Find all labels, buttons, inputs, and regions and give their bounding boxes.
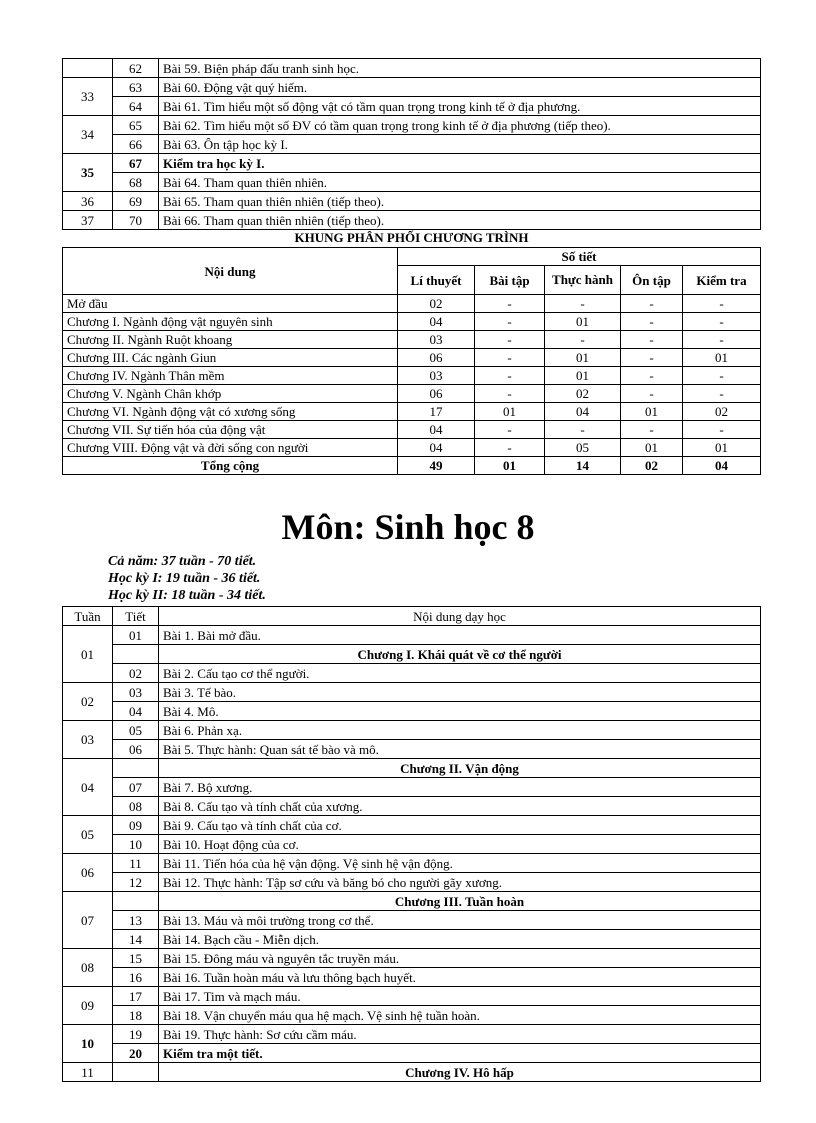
term2-summary: Học kỳ II: 18 tuần - 34 tiết. <box>108 588 266 603</box>
column-header: Ôn tập <box>621 266 683 295</box>
content-cell: Bài 1. Bài mở đầu. <box>159 626 761 645</box>
content-cell: Bài 8. Cấu tạo và tính chất của xương. <box>159 797 761 816</box>
content-cell: Bài 59. Biện pháp đấu tranh sinh học. <box>159 59 761 78</box>
frame-table <box>62 247 761 475</box>
table-row <box>63 664 761 683</box>
content-cell: Bài 60. Động vật quý hiếm. <box>159 78 761 97</box>
week-cell: 05 <box>63 816 113 854</box>
table-row <box>63 1025 761 1044</box>
total-value: 02 <box>621 457 683 475</box>
period-cell: 07 <box>113 778 159 797</box>
chapter-row <box>63 1063 761 1082</box>
chapter-heading: Chương II. Vận động <box>159 759 761 778</box>
frame-row-value: - <box>621 349 683 367</box>
content-cell: Bài 18. Vận chuyển máu qua hệ mạch. Vệ sinh hệ tuần hoàn. <box>159 1006 761 1025</box>
period-cell: 06 <box>113 740 159 759</box>
content-cell: Bài 15. Đông máu và nguyên tắc truyền máu. <box>159 949 761 968</box>
period-cell: 69 <box>113 192 159 211</box>
frame-row-value: - <box>621 331 683 349</box>
period-cell: 70 <box>113 211 159 230</box>
frame-row-name: Chương VII. Sự tiến hóa của động vật <box>63 421 398 439</box>
frame-row-value: - <box>683 295 761 313</box>
table-row <box>63 97 761 116</box>
period-cell: 01 <box>113 626 159 645</box>
total-value: 04 <box>683 457 761 475</box>
table-row <box>63 626 761 645</box>
content-cell: Bài 13. Máu và môi trường trong cơ thể. <box>159 911 761 930</box>
frame-title: KHUNG PHÂN PHỐI CHƯƠNG TRÌNH <box>294 230 529 245</box>
frame-row-value: 02 <box>683 403 761 421</box>
content-cell: Bài 61. Tìm hiểu một số động vật có tầm quan trọng trong kinh tế ở địa phương. <box>159 97 761 116</box>
period-cell <box>113 645 159 664</box>
frame-row-value: - <box>545 331 621 349</box>
chapter-heading: Chương I. Khái quát về cơ thể người <box>159 645 761 664</box>
column-header: Kiểm tra <box>683 266 761 295</box>
frame-row-value: 01 <box>545 313 621 331</box>
content-cell: Bài 10. Hoạt động của cơ. <box>159 835 761 854</box>
frame-row-name: Chương III. Các ngành Giun <box>63 349 398 367</box>
frame-row-name: Chương IV. Ngành Thân mềm <box>63 367 398 385</box>
period-cell: 16 <box>113 968 159 987</box>
content-cell: Bài 3. Tế bào. <box>159 683 761 702</box>
table-row <box>63 116 761 135</box>
period-cell: 11 <box>113 854 159 873</box>
frame-row-value: 06 <box>398 385 475 403</box>
frame-row-name: Mở đầu <box>63 295 398 313</box>
frame-row-value: - <box>683 385 761 403</box>
frame-row <box>63 421 761 439</box>
content-cell: Bài 62. Tìm hiểu một số ĐV có tầm quan trọng trong kinh tế ở địa phương (tiếp theo). <box>159 116 761 135</box>
table-row <box>63 911 761 930</box>
period-cell: 15 <box>113 949 159 968</box>
content-cell: Kiểm tra học kỳ I. <box>159 154 761 173</box>
table-row <box>63 854 761 873</box>
frame-row-value: 02 <box>545 385 621 403</box>
week-cell: 06 <box>63 854 113 892</box>
week-cell: 02 <box>63 683 113 721</box>
subject-title: Môn: Sinh học 8 <box>281 507 535 547</box>
frame-row-name: Chương I. Ngành động vật nguyên sinh <box>63 313 398 331</box>
period-cell: 03 <box>113 683 159 702</box>
course-summary <box>108 553 266 604</box>
table-row <box>63 683 761 702</box>
frame-row <box>63 331 761 349</box>
frame-row-value: - <box>475 421 545 439</box>
chapter-heading: Chương IV. Hô hấp <box>159 1063 761 1082</box>
week-cell: 01 <box>63 626 113 683</box>
table-row <box>63 154 761 173</box>
period-cell: 62 <box>113 59 159 78</box>
total-value: 14 <box>545 457 621 475</box>
frame-row-value: - <box>475 295 545 313</box>
frame-row-value: - <box>683 331 761 349</box>
content-cell: Bài 63. Ôn tập học kỳ I. <box>159 135 761 154</box>
week-header: Tuần <box>63 607 113 626</box>
frame-row-value: 06 <box>398 349 475 367</box>
content-cell: Kiểm tra một tiết. <box>159 1044 761 1063</box>
chapter-row <box>63 645 761 664</box>
frame-row-value: 04 <box>398 439 475 457</box>
period-cell: 65 <box>113 116 159 135</box>
frame-row-value: 04 <box>545 403 621 421</box>
frame-row-value: 03 <box>398 331 475 349</box>
week-cell: 03 <box>63 721 113 759</box>
table-row <box>63 949 761 968</box>
frame-row-value: - <box>621 295 683 313</box>
frame-row <box>63 295 761 313</box>
frame-row-value: - <box>621 385 683 403</box>
table-row <box>63 987 761 1006</box>
frame-row-value: - <box>475 367 545 385</box>
period-cell: 08 <box>113 797 159 816</box>
frame-row <box>63 367 761 385</box>
frame-row-value: 05 <box>545 439 621 457</box>
content-cell: Bài 65. Tham quan thiên nhiên (tiếp theo). <box>159 192 761 211</box>
table-row <box>63 930 761 949</box>
content-cell: Bài 7. Bộ xương. <box>159 778 761 797</box>
content-header: Nội dung <box>63 248 398 295</box>
content-cell: Bài 5. Thực hành: Quan sát tế bào và mô. <box>159 740 761 759</box>
table-row <box>63 192 761 211</box>
period-cell <box>113 759 159 778</box>
period-cell: 20 <box>113 1044 159 1063</box>
week-cell: 35 <box>63 154 113 192</box>
frame-body <box>63 295 761 457</box>
frame-row <box>63 439 761 457</box>
content-cell: Bài 2. Cấu tạo cơ thể người. <box>159 664 761 683</box>
content-cell: Bài 17. Tim và mạch máu. <box>159 987 761 1006</box>
frame-row-value: - <box>621 313 683 331</box>
frame-row-name: Chương VI. Ngành động vật có xương sống <box>63 403 398 421</box>
frame-row-value: - <box>475 331 545 349</box>
table-row <box>63 173 761 192</box>
frame-row-value: 01 <box>683 349 761 367</box>
chapter-row <box>63 759 761 778</box>
period-cell: 14 <box>113 930 159 949</box>
frame-row <box>63 385 761 403</box>
table-row <box>63 135 761 154</box>
period-cell: 10 <box>113 835 159 854</box>
year-summary: Cả năm: 37 tuần - 70 tiết. <box>108 554 257 569</box>
table-row <box>63 721 761 740</box>
top-lesson-table <box>62 58 761 230</box>
period-cell: 13 <box>113 911 159 930</box>
frame-row-value: - <box>621 421 683 439</box>
frame-row-value: 01 <box>621 403 683 421</box>
table-row <box>63 816 761 835</box>
table-row <box>63 740 761 759</box>
table-row <box>63 1044 761 1063</box>
frame-row-value: - <box>475 439 545 457</box>
content-cell: Bài 16. Tuần hoàn máu và lưu thông bạch huyết. <box>159 968 761 987</box>
period-cell: 64 <box>113 97 159 116</box>
plan-table <box>62 606 761 1082</box>
frame-row <box>63 313 761 331</box>
table-row <box>63 78 761 97</box>
week-cell: 10 <box>63 1025 113 1063</box>
period-cell: 18 <box>113 1006 159 1025</box>
total-value: 01 <box>475 457 545 475</box>
table-row <box>63 873 761 892</box>
frame-row <box>63 403 761 421</box>
period-group-header: Số tiết <box>398 248 761 266</box>
table-row <box>63 778 761 797</box>
total-label: Tổng cộng <box>63 457 398 475</box>
total-value: 49 <box>398 457 475 475</box>
content-cell: Bài 19. Thực hành: Sơ cứu cầm máu. <box>159 1025 761 1044</box>
column-header: Bài tập <box>475 266 545 295</box>
content-cell: Bài 4. Mô. <box>159 702 761 721</box>
period-cell: 19 <box>113 1025 159 1044</box>
week-cell: 08 <box>63 949 113 987</box>
frame-row-value: 01 <box>621 439 683 457</box>
frame-row-value: 04 <box>398 313 475 331</box>
period-cell <box>113 1063 159 1082</box>
period-cell: 09 <box>113 816 159 835</box>
chapter-row <box>63 892 761 911</box>
week-cell: 36 <box>63 192 113 211</box>
plan-header-row <box>63 607 761 626</box>
content-cell: Bài 64. Tham quan thiên nhiên. <box>159 173 761 192</box>
frame-row-value: 02 <box>398 295 475 313</box>
frame-header-row <box>63 248 761 266</box>
period-cell: 05 <box>113 721 159 740</box>
table-row <box>63 211 761 230</box>
frame-row <box>63 349 761 367</box>
frame-row-value: - <box>683 367 761 385</box>
content-cell: Bài 14. Bạch cầu - Miễn dịch. <box>159 930 761 949</box>
plan-body <box>63 626 761 1082</box>
frame-row-value: 01 <box>545 349 621 367</box>
table-row <box>63 1006 761 1025</box>
frame-row-value: 17 <box>398 403 475 421</box>
frame-row-value: - <box>683 313 761 331</box>
week-cell: 33 <box>63 78 113 116</box>
frame-row-value: 01 <box>683 439 761 457</box>
table-row <box>63 835 761 854</box>
content-cell: Bài 66. Tham quan thiên nhiên (tiếp theo). <box>159 211 761 230</box>
period-cell: 67 <box>113 154 159 173</box>
week-cell: 11 <box>63 1063 113 1082</box>
frame-row-value: - <box>475 349 545 367</box>
chapter-heading: Chương III. Tuần hoàn <box>159 892 761 911</box>
period-cell: 17 <box>113 987 159 1006</box>
table-row <box>63 59 761 78</box>
period-cell: 02 <box>113 664 159 683</box>
period-cell: 63 <box>113 78 159 97</box>
content-header: Nội dung dạy học <box>159 607 761 626</box>
content-cell: Bài 6. Phản xạ. <box>159 721 761 740</box>
frame-row-name: Chương V. Ngành Chân khớp <box>63 385 398 403</box>
frame-row-value: - <box>475 313 545 331</box>
column-header: Thực hành <box>545 266 621 295</box>
content-cell: Bài 11. Tiến hóa của hệ vận động. Vệ sinh hệ vận động. <box>159 854 761 873</box>
frame-row-value: - <box>545 295 621 313</box>
content-cell: Bài 9. Cấu tạo và tính chất của cơ. <box>159 816 761 835</box>
frame-row-value: - <box>683 421 761 439</box>
table-row <box>63 797 761 816</box>
week-cell: 09 <box>63 987 113 1025</box>
week-cell: 04 <box>63 759 113 816</box>
period-cell: 66 <box>113 135 159 154</box>
column-header: Lí thuyết <box>398 266 475 295</box>
frame-row-value: - <box>475 385 545 403</box>
frame-row-value: 01 <box>545 367 621 385</box>
table-row <box>63 968 761 987</box>
term1-summary: Học kỳ I: 19 tuần - 36 tiết. <box>108 571 261 586</box>
table-row <box>63 702 761 721</box>
content-cell: Bài 12. Thực hành: Tập sơ cứu và băng bó cho người gãy xương. <box>159 873 761 892</box>
frame-row-value: - <box>621 367 683 385</box>
period-cell: 04 <box>113 702 159 721</box>
period-cell: 12 <box>113 873 159 892</box>
week-cell <box>63 59 113 78</box>
period-header: Tiết <box>113 607 159 626</box>
total-row <box>63 457 761 475</box>
frame-row-value: - <box>545 421 621 439</box>
frame-row-value: 03 <box>398 367 475 385</box>
week-cell: 07 <box>63 892 113 949</box>
frame-row-value: 01 <box>475 403 545 421</box>
frame-row-value: 04 <box>398 421 475 439</box>
period-cell: 68 <box>113 173 159 192</box>
frame-row-name: Chương II. Ngành Ruột khoang <box>63 331 398 349</box>
week-cell: 34 <box>63 116 113 154</box>
period-cell <box>113 892 159 911</box>
frame-row-name: Chương VIII. Động vật và đời sống con người <box>63 439 398 457</box>
week-cell: 37 <box>63 211 113 230</box>
